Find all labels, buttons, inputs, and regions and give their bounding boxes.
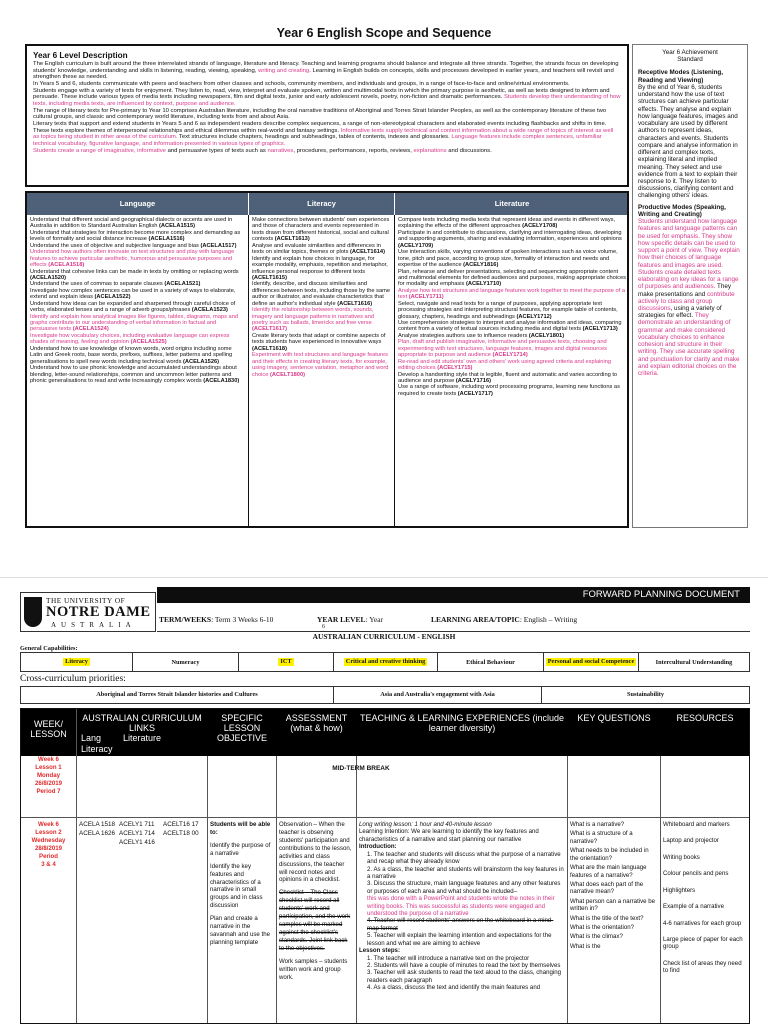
objective-line: Students will be able to: (210, 821, 271, 836)
week-label: 26/8/2019 (34, 779, 63, 787)
key-question: What is the (570, 942, 601, 950)
resource-item: Check list of areas they need to find (663, 959, 742, 975)
level-description-heading: Year 6 Level Description (33, 51, 128, 60)
outcome-item: Understand how authors often innovate on text structures and play with language features to achieve particular aesthetic, humorous and persuasive purposes and effects (ACELA1518) (30, 249, 235, 269)
week-label: Week 6 (38, 756, 59, 763)
outcome-item: Understand that strategies for interaction become more complex and demanding as levels of formality and social distance increase (ACELA1516) (30, 229, 241, 243)
outcome-item: Use interaction skills, varying conventions of spoken interactions such as voice volume, tone, pitch and pace, according to group size, formality of interaction and needs and expertise of the audience (ACELY1816) (398, 249, 618, 269)
curriculum-code: ACELT16 17 (163, 821, 199, 828)
key-question: What needs to be included in the orientation? (570, 847, 649, 862)
intro-step: 4. Teacher will record students' answers on the whiteboard in a mind-map format (367, 917, 554, 932)
key-question: What is the orientation? (570, 924, 635, 932)
key-question: What are the main language features of a narrative? (570, 864, 647, 879)
outcome-item: Make connections between students' own experiences and those of characters and events represented in texts drawn from different historical, social and cultural contexts (ACELT1613) (252, 217, 390, 243)
resource-item: 4-6 narratives for each group (663, 919, 742, 927)
outcome-item: Understand how to use knowledge of known words, word origins including some Latin and Greek roots, base words, prefixes, suffixes, letter patterns and spelling generalisations to spell new words including technical words (ACELA1526) (30, 345, 233, 365)
outcome-item: Identify, describe, and discuss similarities and differences between texts, including those by the same author or illustrator, and evaluate characteristics that define an author's individual style (ACELT1616) (252, 281, 391, 307)
outcome-item: Develop a handwriting style that is legible, fluent and automatic and varies according to audience and purpose (ACELY1716) (398, 371, 618, 384)
lesson-step: 2. Students will have a couple of minutes to read the text by themselves (367, 962, 561, 970)
cap-critical: Critical and creative thinking (333, 653, 437, 671)
assessment-header: ASSESSMENT (what & how) (285, 713, 348, 734)
general-capabilities-label: General Capabilities: (20, 645, 78, 652)
outcome-item: Understand the uses of commas to separate clauses (ACELA1521) (30, 281, 201, 288)
intro-step: 5. Teacher will explain the learning intention and expectations for the lesson and what we are aiming to achieve (367, 932, 552, 947)
teaching-header: TEACHING & LEARNING EXPERIENCES (include learner diversity) (359, 713, 565, 734)
lang-codes-cell (79, 821, 119, 839)
key-question: What is the climax? (570, 933, 623, 941)
outcome-item: Create literary texts that adapt or combine aspects of texts students have experienced in innovative ways (ACELT1618) (252, 332, 386, 352)
intro-label: Introduction: (359, 843, 397, 851)
level-paragraph: Students engage with a variety of texts for enjoyment. They listen to, read, view, interpret and evaluate spoken, written and multimodal texts in which the primary purpose is aesthetic, as well as texts designed to inform and persuade. These include various types of media texts including newspapers, film and digital texts, junior and early adolescent novels, poetry, non-fiction and dramatic performances. Students develop their understanding of how texts, including media texts, are influenced by context, purpose and audience. (33, 87, 621, 108)
assessment-cell (279, 821, 354, 987)
intro-step: 2. As a class, the teacher and students will brainstorm the key features in a narrative (367, 865, 564, 880)
intro-step: this was done with a PowerPoint and students wrote the notes in their writing books. This was successful as students were engaged and understood the purpose of a narrative (367, 895, 555, 918)
week-header: WEEK/ LESSON (30, 719, 67, 740)
week-label: Period (39, 852, 58, 860)
literacy-codes-cell (119, 821, 163, 847)
language-header: Language (27, 193, 248, 215)
productive-heading: Productive Modes (Speaking, Writing and Creating) (638, 203, 726, 218)
resources-header: RESOURCES (676, 713, 734, 723)
cap-personal: Personal and social Competence (543, 653, 638, 671)
week-label: 28/8/2019 (34, 844, 63, 852)
literature-subheader: Literature (123, 733, 162, 743)
outcome-item: Compare texts including media texts that represent ideas and events in different ways, explaining the effects of the different approaches (ACELY1708) (398, 217, 616, 230)
achievement-standard-box (632, 44, 748, 528)
key-question: What person can a narrative be written in? (570, 897, 656, 913)
level-paragraph: Students create a range of imaginative, informative and persuasive types of texts such as narratives, procedures, performances, reports, reviews, explanations and discussions. (33, 147, 492, 154)
planning-table (20, 708, 750, 1024)
lesson-step: 1. The teacher will introduce a narrative text on the projector (367, 954, 530, 962)
lesson-length: Long writing lesson: 1 hour and 40-minute lesson (359, 821, 492, 828)
lesson-step: 4. As a class, discuss the text and identify the main features and (367, 984, 541, 992)
key-questions-cell (570, 821, 658, 952)
outcome-item: Plan, draft and publish imaginative, informative and persuasive texts, choosing and experimenting with text structures, language features, images and digital resources appropriate to purpose and audience (ACELY1714) (398, 339, 607, 359)
curriculum-code: ACELY1 711 (119, 821, 155, 828)
literacy-column (248, 215, 394, 526)
outcome-item: Re-read and edit students' own and others' work using agreed criteria and explaining editing choices (ACELY1715) (398, 358, 612, 372)
teaching-cell (359, 821, 565, 992)
intro-step: 3. Discuss the structure, main language features and any other features or purposes of each area and what should be included– (367, 880, 561, 895)
resource-item: Laptop and projector (663, 837, 719, 845)
outcome-item: Investigate how complex sentences can be used in a variety of ways to elaborate, extend and explain ideas (ACELA1522) (30, 287, 236, 301)
resources-cell (663, 821, 747, 984)
resource-item: Whiteboard and markers (663, 821, 730, 828)
level-paragraph: The range of literary texts for Pre-primary to Year 10 comprises Australian literature, including the oral narrative traditions of Aboriginal and Torres Strait Islander Peoples, as well as the contemporary literature of these two cultural groups, and classic and contemporary world literature, including texts from and about Asia. (33, 107, 607, 121)
outcome-item: Analyse strategies authors use to influence readers (ACELY1801) (398, 332, 565, 339)
capabilities-row (20, 652, 750, 672)
assessment-line: Work samples – students written work and group work. (279, 957, 348, 981)
outcome-item: Plan, rehearse and deliver presentations, selecting and sequencing appropriate content and multimodal elements for defined audiences and purposes, making appropriate choices for modality and emphasis (ACELY1710) (398, 268, 626, 288)
week-label: Period 7 (36, 787, 61, 795)
week-label: Wednesday (31, 836, 66, 844)
outcome-item: Understand that cohesive links can be made in texts by omitting or replacing words (ACELA1520) (30, 268, 239, 281)
week6-lesson1-cell (21, 756, 76, 796)
assessment-line: Checklist – The Class checklist will record all students' work and participation, and the work samples will be marked against the checklist's standards. Joint link back to the objectives. (279, 889, 351, 952)
term-row: TERM/WEEKS: Term 3 Weeks 6-10 YEAR LEVEL: Year 6 LEARNING AREA/TOPIC: English – Writing (157, 612, 750, 632)
outcome-item: Identify the relationship between words, sounds, imagery and language patterns in narratives and poetry such as ballads, limericks and free verse (ACELT1617) (252, 307, 375, 333)
objective-line: Plan and create a narrative in the savannah and use the planning template (210, 915, 270, 946)
resource-item: Highlighters (663, 886, 696, 894)
curriculum-code: ACELT18 00 (163, 829, 199, 837)
week-label: Lesson 2 (35, 828, 62, 836)
key-question: What does each part of the narrative mean? (570, 880, 644, 896)
resource-item: Large piece of paper for each group (663, 935, 743, 951)
week6-lesson2-cell (21, 821, 76, 869)
intro-step: 1. The teacher and students will discuss what the purpose of a narrative and recap what they already know (367, 850, 561, 866)
curriculum-code: ACELA 1518 (79, 821, 116, 828)
outcome-item: Experiment with text structures and language features and their effects in creating literary texts, for example, using imagery, sentence variation, metaphor and word choice (ACELT1800) (252, 352, 389, 378)
cap-ict: ICT (238, 653, 333, 671)
mid-term-break: MID-TERM BREAK (332, 765, 390, 772)
university-logo: THE UNIVERSITY OF NOTRE DAME AUSTRALIA (20, 592, 156, 632)
objective-header: SPECIFIC LESSON OBJECTIVE (216, 713, 267, 744)
level-description-box (25, 44, 629, 187)
resource-item: Example of a narrative (663, 903, 724, 911)
objective-line: Identify the key features and characteristics of a narrative in small groups and in class discussion (210, 862, 263, 910)
outcome-item: Use comprehension strategies to interpret and analyse information and ideas, comparing content from a variety of textual sources including media and digital texts (ACELY1713) (398, 320, 622, 333)
receptive-text: By the end of Year 6, students understand how the use of text structures can achieve particular effects. They analyse and explain how language features, images and vocabulary are used by different authors to represent ideas, characters and events. Students compare and analyse information in different and complex texts, explaining literal and implied meaning. They select and use evidence from a text to explain their response to it. They listen to discussions, clarifying content and challenging others' ideas. (638, 83, 738, 200)
level-paragraph: In Years 5 and 6, students communicate with peers and teachers from other classes and schools, community members, and individuals and groups, in a range of face-to-face and online/virtual environments. (33, 81, 570, 88)
week-label: Week 6 (38, 821, 59, 828)
cap-ethical: Ethical Behaviour (437, 653, 543, 671)
cross-curriculum-label: Cross-curriculum priorities: (20, 674, 126, 684)
productive-text: Students understand how language features and language patterns can be used for emphasis. They show how specific details can be used to support a point of view. They explain how their choices of language features and images are used. Students create detailed texts elaborating on key ideas for a range of purposes and audiences. They make presentations and contribute actively to class and group discussions, using a variety of strategies for effect. They demonstrate an understanding of grammar and make considered vocabulary choices to enhance cohesion and structure in their writing. They use accurate spelling and punctuation for clarity and make and explain editorial choices on the criteria. (638, 218, 740, 378)
literacy-header: Literacy (248, 193, 394, 215)
planning-table-header (21, 709, 749, 756)
lesson-step: 3. Teacher will ask students to read the text aloud to the class, changing readers each paragraph (367, 969, 561, 984)
curriculum-title: AUSTRALIAN CURRICULUM - ENGLISH (312, 632, 456, 641)
outcome-item: Analyse how text structures and language features work together to meet the purpose of a text (ACELY1711) (398, 287, 626, 301)
literature-codes-cell (163, 821, 207, 839)
curriculum-code: ACELY1 416 (119, 838, 155, 846)
outcome-item: Understand that different social and geographical dialects or accents are used in Australia in addition to Standard Australian English (ACELA1515) (30, 217, 233, 230)
outcome-item: Analyse and evaluate similarities and differences in texts on similar topics, themes or plots (ACELT1614) (252, 242, 385, 256)
curriculum-links-header: AUSTRALIAN CURRICULUM LINKS (82, 713, 202, 734)
strands-table (25, 191, 629, 528)
outcome-item: Identify and explain how choices in language, for example modality, emphasis, repetition and metaphor, influence personal response to different texts (ACELT1615) (252, 255, 388, 281)
outcome-item: Identify and explain how analytical images like figures, tables, diagrams, maps and graphs contribute to our understanding of verbal information in factual and persuasive texts (ACELA1524) (30, 313, 239, 333)
lesson-objective-cell (210, 821, 274, 952)
week-label: 3 & 4 (41, 860, 56, 868)
key-question: What is a narrative? (570, 821, 625, 828)
outcome-item: Understand how ideas can be expanded and sharpened through careful choice of verbs, elaborated tenses and a range of adverb groups/phrases (ACELA1523) (30, 300, 236, 314)
literature-header: Literature (394, 193, 629, 215)
steps-label: Lesson steps: (359, 947, 400, 955)
achievement-title: Year 6 Achievement Standard (662, 49, 718, 64)
level-description-text (33, 61, 621, 154)
assessment-line: Observation – When the teacher is observing students' participation and contributions to the lesson, activities and class discussions, the teacher will record notes and opinions in a checklist. (279, 821, 352, 884)
week-label: Lesson 1 (35, 763, 62, 771)
key-questions-header: KEY QUESTIONS (577, 713, 651, 723)
level-paragraph: The English curriculum is built around the three interrelated strands of language, literature and literacy. Teaching and learning programs should balance and integrate all three strands. Together, the strands focus on developing students' knowledge, understanding and skills in listening, reading, viewing, speaking, writing and creating. Learning in English builds on concepts, skills and processes developed in earlier years, and teachers will revisit and strengthen these as needed. (33, 61, 619, 81)
cap-intercultural: Intercultural Understanding (638, 653, 749, 671)
cap-numeracy: Numeracy (132, 653, 238, 671)
resource-item: Colour pencils and pens (663, 870, 729, 878)
priorities-row (20, 686, 750, 704)
key-question: What is a structure of a narrative? (570, 830, 633, 845)
level-paragraph: Literary texts that support and extend students in Years 5 and 6 as independent readers describe complex sequences, a range of non-stereotypical characters and elaborated events including flashbacks and shifts in time. These texts explore themes of interpersonal relationships and ethical dilemmas within real-world and fantasy settings. Informative texts supply technical and content information about a wide range of topics of interest as well as topics being studied in other areas of the curriculum. Text structures include chapters, headings and subheadings, tables of contents, indexes and glossaries. Language features include complex sentences, unfamiliar technical vocabulary, figurative language, and information presented in various types of graphics. (33, 121, 614, 148)
priority-sustainability: Sustainability (541, 687, 749, 703)
outcome-item: Participate in and contribute to discussions, clarifying and interrogating ideas, developing and supporting arguments, sharing and evaluating information, experiences and opinions (ACELY1709) (398, 229, 622, 249)
objective-line: Identify the purpose of a narrative (210, 841, 271, 857)
outcome-item: Investigate how vocabulary choices, including evaluative language can express shades of meaning, feeling and opinion (ACELA1525) (30, 332, 230, 346)
curriculum-code: ACELY1 714 (119, 829, 155, 837)
literacy-subheader: Literacy (81, 744, 113, 754)
priority-asia: Asia and Australia's engagement with Asia (333, 687, 541, 703)
forward-planning-title: FORWARD PLANNING DOCUMENT (157, 587, 750, 603)
language-column (27, 215, 248, 526)
learning-intention: Learning Intention: We are learning to identify the key features and characteristics of a narrative and start planning our narrative (359, 828, 539, 843)
week-label: Monday (36, 771, 61, 779)
outcome-item: Select, navigate and read texts for a range of purposes, applying appropriate text processing strategies and interpreting structural features, for example table of contents, glossary, chapters, headings and subheadings (ACELY1712) (398, 300, 618, 320)
outcome-item: Understand the uses of objective and subjective language and bias (ACELA1517) (30, 242, 237, 249)
literature-column (394, 215, 629, 526)
receptive-heading: Receptive Modes (Listening, Reading and Viewing) (638, 69, 724, 84)
cap-literacy: Literacy (65, 657, 88, 665)
priority-aboriginal: Aboriginal and Torres Strait Islander histories and Cultures (96, 691, 258, 698)
lang-subheader: Lang (81, 733, 102, 743)
page-divider (0, 577, 768, 578)
key-question: What is the title of the text? (570, 914, 644, 922)
outcome-item: Understand how to use phonic knowledge and accumulated understandings about blending, letter-sound relationships, common and uncommon letter patterns and phonic generalisations to read and write increasingly complex words (ACELA1830) (30, 365, 240, 384)
curriculum-code: ACELA 1626 (79, 829, 116, 837)
resource-item: Writing books (663, 853, 700, 861)
crest-icon (24, 597, 42, 627)
outcome-item: Use a range of software, including word processing programs, learning new functions as required to create texts (ACELY1717) (398, 384, 620, 397)
document-title: Year 6 English Scope and Sequence (276, 26, 492, 40)
